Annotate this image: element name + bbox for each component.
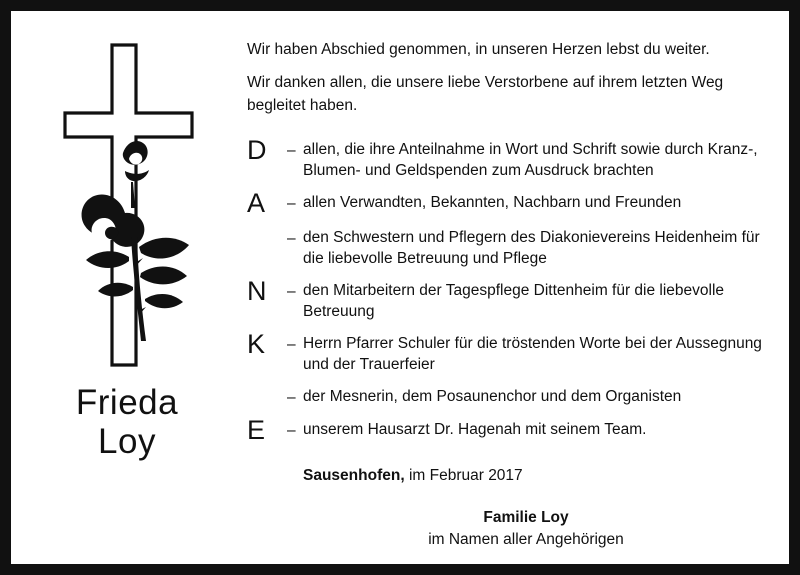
memorial-left-column <box>11 11 243 564</box>
thanks-dash: – <box>287 388 296 406</box>
memorial-card <box>11 11 789 564</box>
thanks-text: allen, die ihre Anteilnahme in Wort und Schrift sowie durch Kranz-, Blumen- und Geldspenden zum Ausdruck brachten <box>303 141 758 180</box>
date-text: im Februar 2017 <box>404 466 523 484</box>
thanks-item <box>247 330 765 376</box>
intro-line-1: Wir haben Abschied genommen, in unseren Herzen lebst du weiter. <box>247 41 710 58</box>
intro-text <box>247 39 765 117</box>
thanks-letter <box>247 383 287 384</box>
thanks-item <box>247 224 765 270</box>
thanks-text: der Mesnerin, dem Posaunenchor und dem Organisten <box>303 387 682 405</box>
family-note: im Namen aller Angehörigen <box>428 531 624 549</box>
family-name: Familie Loy <box>483 508 569 526</box>
thanks-text: den Mitarbeitern der Tagespflege Dittenheim für die liebevolle Betreuung <box>303 282 725 321</box>
thanks-text: unserem Hausarzt Dr. Hagenah mit seinem Team. <box>303 420 647 438</box>
thanks-letter: N <box>247 276 267 307</box>
thanks-item <box>247 277 765 323</box>
thanks-dash: – <box>287 335 296 353</box>
deceased-first-name: Frieda <box>75 383 179 422</box>
thanks-letter: A <box>247 188 266 219</box>
thanks-letter: D <box>247 135 267 166</box>
memorial-right-column <box>243 11 789 564</box>
thanks-list <box>247 136 765 443</box>
thanks-dash: – <box>287 421 296 439</box>
thanks-item <box>247 416 765 444</box>
thanks-letter <box>247 224 287 225</box>
deceased-name <box>11 383 243 461</box>
thanks-text: allen Verwandten, Bekannten, Nachbarn und Freunden <box>303 194 682 212</box>
thanks-dash: – <box>287 230 296 248</box>
thanks-item <box>247 383 765 409</box>
thanks-letter: E <box>247 414 266 445</box>
cross-with-rose-icon <box>53 41 213 371</box>
place-date-line <box>247 467 765 485</box>
thanks-text: Herrn Pfarrer Schuler für die tröstenden Worte bei der Aussegnung und der Trauerfeier <box>303 334 762 373</box>
thanks-text: den Schwestern und Pflegern des Diakonievereins Heidenheim für die liebevolle Betreuung und Pflege <box>303 229 760 268</box>
thanks-item <box>247 136 765 182</box>
thanks-letter: K <box>247 328 266 359</box>
deceased-last-name: Loy <box>98 422 156 462</box>
intro-line-2: Wir danken allen, die unsere liebe Verstorbene auf ihrem letzten Weg begleitet haben. <box>247 74 724 114</box>
place-name: Sausenhofen, <box>303 466 405 484</box>
thanks-dash: – <box>287 283 296 301</box>
family-signature <box>247 507 765 552</box>
thanks-item <box>247 189 765 217</box>
thanks-dash: – <box>287 195 296 213</box>
thanks-dash: – <box>287 142 296 160</box>
